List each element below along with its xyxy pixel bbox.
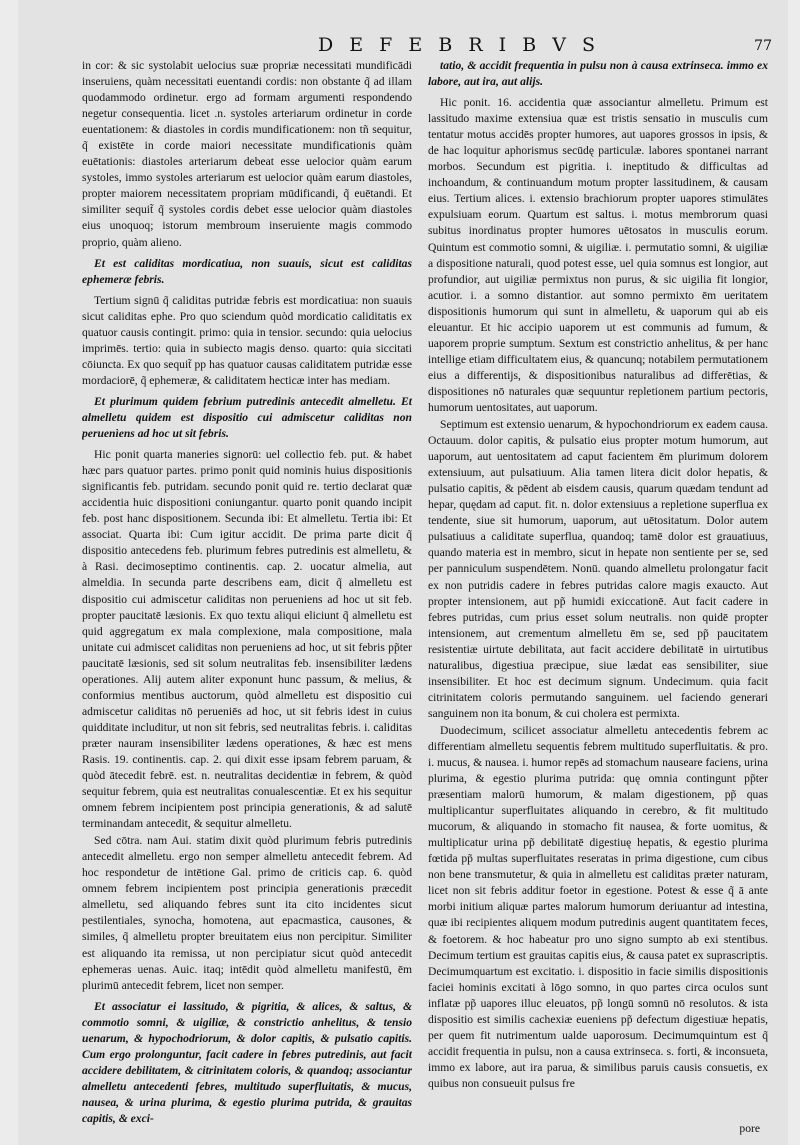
- commentary-paragraph: Hic ponit quarta maneries signorū: uel collectio feb. put. & habet hæc pars quatuor partes. primo ponit quid nominis huius dispositionis significantis feb. putridam. secundo ponit quid re. tertio declarat quæ accidentia huic dispositioni coniungantur. quarto ponit quando incipit feb. post hanc dispositionem. Secunda ibi: Et almelletu. Tertia ibi: Et associat. Quarta ibi: Cum igitur accidit. De prima parte dicit q̃ dispositio antecedens feb. plurimum febres putredinis est almelletu, & à Rasi. decimoseptimo continentis. cap. 2. uocatur almelia, aut almeldia. In secunda parte describens eam, dicit q̃ almelletu est dispositio cui admiscetur caliditas non perueniens ad hoc ut sit feb. propter paucitatē læsionis. Ex quo textu aliqui eliciunt q̃ almelletu est quid aggregatum ex mala complexione, mala compositione, mala unitate cui admiscet caliditas non perueniens ad hoc, ut sit febris pp̃ter paucitatē læsionis, sed sit solum neutralitas feb. insensibiliter lædens operationes. Alij autem aliter exponunt hunc passum, & melius, & conformius mentibus auctorum, quòd almelletu est dispositio cui admiscetur caliditas nō perueniēs ad hoc, ut sit febris idest in cuius quidditate includitur, ut non sit febris, sed neutralitas febris. i. caliditas præter nauram insensibiliter lædens operationes, & hæc est mens Rasis. 19. continentis. cap. 2. qui dixit esse ipsam febrem paruam, & quòd ātecedit febrē. est. n. neutralitas decidentiæ in febrem, & quòd sequitur febrem, quia est neutralitas conualescentiæ. Et ex his sequitur omnem febrem incipientem post principia generationis, & ad salutē terminandam antecedit, & sequitur almelletu.: [82, 448, 412, 831]
- right-text-column: [428, 58, 768, 1118]
- commentary-lemma: tatio, & accidit frequentia in pulsu non à causa extrinseca. immo ex labore, aut ira, aut alijs.: [428, 59, 768, 89]
- commentary-paragraph: Tertium signū q̃ caliditas putridæ febris est mordicatiua: non suauis sicut caliditas ephe. Pro quo sciendum quòd mordicatio caliditatis ex quatuor causis contingit. primo: quia in tensior. secundo: quia uelocius imprimēs. tertio: quia in subiecto magis denso. quarto: quia siccitati cōiuncta. Ex quo sequit̃ pp has quatuor causas caliditatem putridæ esse mordaciorē, q̃ ephemeræ, & caliditatem hecticæ inter has mediam.: [82, 293, 412, 387]
- commentary-lemma: Et plurimum quidem febrium putredinis antecedit almelletu. Et almelletu quidem est dispositio cui admiscetur caliditas non peruenìens ad hoc ut sit febris.: [82, 394, 412, 441]
- page-header: [18, 34, 788, 60]
- commentary-paragraph: Hic ponit. 16. accidentia quæ associantur almelletu. Primum est lassitudo maxime extensiua quæ est tristis sensatio in musculis cum tentatur motus accidēs propter humores, aut uapores grossos in ipsis, & de hac loquitur aphorismus secūdę particulæ. labores spontanei narrant morbos. Secundum est pigritia. i. ineptitudo & difficultas ad inchoandum, & continuandum motum propter lassitudinem, & causam eius. Tertium alices. i. extensio brachiorum propter uapores stimulātes expulsiuam eorum. Quartum est saltus. i. motus membrorum quasi subitus inordinatus propter humores uētosatos in musculis eorum. Quintum est commotio somni, & uigiliæ. i. permutatio somni, & uigiliæ a dispositione naturali, quod potest esse, uel quia somnus est longior, aut profundior, aut uigiliæ permixtus non purus, & sic uigilia fit longior, acutior. i. a somno distantior. aut somno permixto ēm ueritatem dispositionis humorum qui sunt in almelletu, & uaporum qui ab eis eleuantur. Et hic accipio uaporem ut est communis ad fumum, & uaporem proprie sumptum. Sextum est constrictio anhelitus, & per hanc intellige etiam difficultatem eius, & quancunq; notabilem permutationem eius a differentijs, & dispositionibus naturalibus ad differētias, & dispositiones nō naturales quæ sequuntur repletionem partium pectoris, humorum uentositates, aut uaporum.: [428, 96, 768, 414]
- catchword: pore: [739, 1122, 760, 1135]
- commentary-lemma: Et est caliditas mordicatiua, non suauis, sicut est caliditas ephemeræ febris.: [82, 256, 412, 286]
- commentary-lemma: Et associatur ei lassitudo, & pigritia, & alices, & saltus, & commotio somni, & uigiliæ, & constrictio anhelitus, & tensio uenarum, & hypochodriorum, & dolor capitis, & pulsatio capitis. Cum ergo prolonguntur, facit cadere in febres putredinis, aut facit accidere debilitatem, & citrinitatem coloris, & quandoq; associantur almelletu antecedenti febres, multitudo superfluitatis, & mucus, nausea, & urina plurima, & egestio plurima putrida, & grauitas capitis, & exci-: [82, 999, 412, 1125]
- left-text-column: [82, 58, 412, 1128]
- commentary-paragraph: in cor: & sic systolabit uelocius suæ propriæ necessitati mundificādi inseruiens, quàm necessitati euentandi cordis: non obstante q̃ ad illam quodammodo ordinetur. ergo ad formam argumenti respondendo negetur consequentia. licet .n. systoles arteriarum ordinetur in corde euentationem: & diastoles in cordis mundificationem: non tñ sequitur, q̃ existēte in corde maiori necessitate mundificationis quàm euētationis: diastoles arteriarum debeat esse uelocior quàm earum systoles, immo systoles arteriarum est uelocior quàm earum diastoles, propter maiorem necessitatem propriam mūdificandi, q̃ euētandi. Et similiter sequit̃ q̃ systoles cordis debet esse uelocior quàm diastoles eius unoquoq; istorum membroum inseruiente magis commodo proprio, quàm alieno.: [82, 59, 412, 249]
- commentary-paragraph: Sed cōtra. nam Aui. statim dixit quòd plurimum febris putredinis antecedit almelletu. ergo non semper almelletu antecedit febrem. Ad hoc respondetur de intētione Gal. primo de criticis cap. 6. quòd omnem febrem incipientem post principia generationis præcedit almelletu, sed aliquando febres sunt ita cito incidentes sicut pestilentiales, synocha, homotena, aut epacmastica, causones, & similes, q̃ almelletu propter breuitatem eius non percipitur. Similiter est aliquando ita remissa, ut non percipiatur sicut quòd antecedit ephemeras uenas. Auic. itaq; intēdit quòd almelletu manifestū, ēm plurimū antecedit febrem, licet non semper.: [82, 834, 412, 992]
- commentary-paragraph: Duodecimum, scilicet associatur almelletu antecedentis febrem ac differentiam almelletu sequentis febrem multitudo superfluitatis. & pro. i. mucus, & nausea. i. humor repēs ad stomachum nauseare faciens, urina plurima, & egestio plurima putrida: quę omnia contingunt pp̃ter præsentiam malorū humorum, & malam digestionem, pp̃ quas multiplicantur superfluitates aliquando in cerebro, & fit multitudo mucorum, & aliquando in stomacho fit nausea, & forte uomitus, & multiplicatur urina pp̃ debilitatē digestiuę hepatis, & egestio plurima fœtida pp̃ multas superfluitates reseratas in prima digestione, cum cibus non bene transmutetur, & quia in almelletu est caliditas præter naturam, licet non sit febris additur foetor in egestione. Potest & esse q̃ ā ante morbi initium aliquæ partes malorum humorum deriuantur ad intestina, quæ ibi recipientes aliquem modum putredinis augent quantitatem feces, & foetorem. & hoc habeatur pro uno signo sumpto ab exi stentibus. Decimum tertium est grauitas capitis eius, & causa patet ex suprascriptis. Decimumquartum est excitatio. i. dispositio in facie similis dispositionis faciei hominis excitati à lōgo somno, in quo partes circa oculos sunt inflatæ pp̃ uapores illuc eleuatos, pp̃ longū somnū nō resolutos. & ista dispositio est similis cachexiæ eueniens pp̃ defectum digestiuæ hepatis, per quem fit nutrimentum ualde uaporosum. Decimumquintum est q̃ accidit frequentia in pulsu, non a causa extrinseca. s. forti, & inconsueta, immo ex labore, aut ira parua, & similibus paruis causis consuetis, ex quibus non consueuit pulsus fre: [428, 723, 768, 1090]
- page-number: 77: [754, 38, 772, 54]
- commentary-paragraph: Septimum est extensio uenarum, & hypochondriorum ex eadem causa. Octauum. dolor capitis, & pulsatio eius propter motum humorum, aut uaporum, aut uentositatem ad caput facientem ēm plurimum dolorem extensiuum, aut pulsatiuum. Alia tamen litera dicit dolor hepatis, & pulsatio capitis, & pēdent ab eisdem causis, quarum quædam tendunt ad hepar, quędam ad caput. fit. n. dolor extensiuus a repletione superflua ex tendente, siue sit humorum, uaporum, aut uētositatum. Dolor autem pulsatiuus a caliditate superflua, quandoq; tamē dolor est grauatiuus, quando materia est in membro, sicut in hepate non sentiente per se, sed per panniculum suspendētem. Nonū. quando almelletu prolongatur facit ex non putridis cadere in febres putridas calore magis exaucto. Aut propter intensionem, aut pp̃ humidi exiccationē. Aut facit cadere in febres putridas, cum prius esset solum neutralis. non quidē propter intensionem, aut crementum almelletu ēm se, sed pp̃ paucitatem resistentiæ uirtute debilitata, aut facit accidere debilitatē in uirtutibus naturalibus, digestiua præcipue, siue lædat eas sensibiliter, siue insensibiliter. Et hoc est decimum signum. Undecimum. quia facit citrinitatem coloris permutando sanguinem. uel faciendo generari sanguinem non ita bonum, & cui cholera est permixta.: [428, 418, 768, 720]
- book-page: [18, 0, 788, 1145]
- running-head: D E F E B R I B V S: [318, 34, 600, 56]
